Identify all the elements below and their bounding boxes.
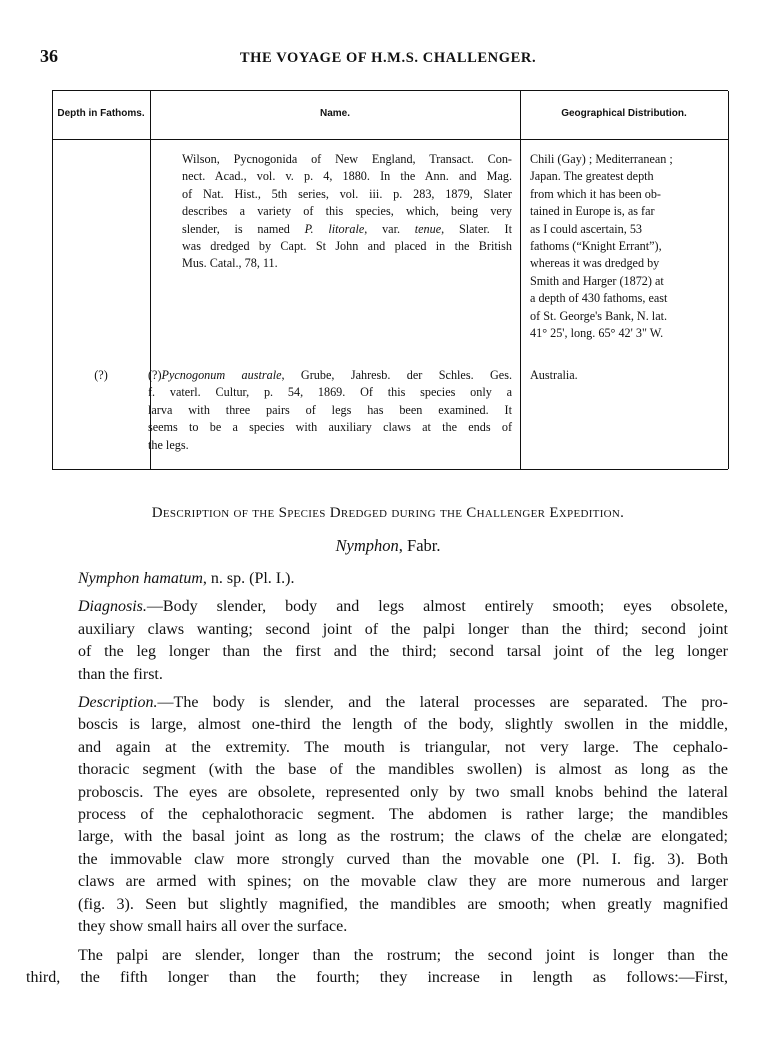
text-line: than the first. [78, 665, 163, 683]
diagnosis-label: Diagnosis. [78, 598, 147, 616]
cell-line: of Nat. Hist., 5th series, vol. iii. p. 283, 1879, Slater [182, 186, 512, 201]
section-heading: Description of the Species Dredged during the Challenger Expedition. [151, 505, 625, 521]
cell-line: the legs. [148, 437, 189, 452]
cell-line: a depth of 430 fathoms, east [530, 291, 668, 306]
row-2-name [148, 367, 512, 454]
table-left-rule [52, 91, 53, 469]
cell-line: Wilson, Pycnogonida of New England, Transact. Con- [182, 152, 512, 166]
species-body [26, 568, 728, 995]
text-line: claws are armed with spines; on the movable claw they are more numerous and larger [78, 873, 728, 891]
cell-line: tained in Europe is, as far [530, 204, 655, 219]
palpi-paragraph [26, 945, 728, 990]
page-number: 36 [40, 46, 58, 66]
text-line: —The body is slender, and the lateral processes are separated. The pro- [157, 694, 728, 712]
text-line: boscis is large, almost one-third the length of the body, slightly swollen in the middle, [78, 716, 728, 734]
description-paragraph [52, 692, 728, 938]
table-column-divider [520, 91, 521, 469]
table-header-rule [52, 139, 728, 140]
text-line: thoracic segment (with the base of the mandibles swollen) is almost as long as the [78, 761, 728, 779]
running-title: THE VOYAGE OF H.M.S. CHALLENGER. [239, 50, 537, 66]
species-name: Nymphon hamatum [78, 570, 203, 587]
text-line: third, the fifth longer than the fourth; they increase in length as follows:—First, [26, 968, 728, 986]
text-line: large, with the basal joint as long as the rostrum; the claws of the chelæ are elongated; [78, 828, 728, 846]
text-line: The palpi are slender, longer than the rostrum; the second joint is longer than the [78, 946, 728, 964]
text-line: process of the cephalothoracic segment. The abdomen is rather large; the mandibles [78, 806, 728, 824]
diagnosis-paragraph [52, 596, 728, 686]
text-line: —Body slender, body and legs almost entirely smooth; eyes obsolete, [146, 598, 728, 616]
cell-line: nect. Acad., vol. v. p. 4, 1880. In the Ann. and Mag. [182, 169, 512, 184]
cell-line: seems to be a species with auxiliary claws at the ends of [148, 420, 512, 435]
cell-line: slender, is named P. litorale, var. tenue, Slater. It [182, 221, 512, 236]
cell-line: larva with three pairs of legs has been examined. It [148, 402, 512, 417]
text-line: of the leg longer than the first and the third; second tarsal joint of the leg longer [78, 643, 728, 661]
cell-line: (?)Pycnogonum australe, Grube, Jahresb. der Schles. Ges. [148, 368, 513, 382]
row-1-name [182, 151, 512, 273]
cell-line: fathoms (“Knight Errant”), [530, 239, 662, 254]
species-suffix: , n. sp. (Pl. I.). [202, 570, 295, 587]
row-1-distribution [530, 151, 720, 342]
table-right-rule [728, 91, 729, 469]
cell-line: 41° 25', long. 65° 42' 3" W. [530, 326, 664, 341]
cell-line: as I could ascertain, 53 [530, 221, 643, 236]
column-header-name: Name. [319, 108, 350, 119]
cell-line: of St. George's Bank, N. lat. [530, 308, 668, 323]
genus-author: , Fabr. [398, 536, 441, 555]
cell-line: Mus. Catal., 78, 11. [182, 256, 278, 271]
species-title-line [52, 568, 728, 590]
genus-name: Nymphon [335, 536, 399, 555]
text-line: proboscis. The eyes are obsolete, represented only by two small knobs behind the lateral [78, 783, 728, 801]
row-2-depth: (?) [94, 368, 108, 382]
text-line: and again at the extremity. The mouth is triangular, not very large. The cephalo- [78, 738, 728, 756]
cell-line: Chili (Gay) ; Mediterranean ; [530, 152, 673, 166]
cell-line: Australia. [530, 368, 578, 382]
column-header-depth: Depth in Fathoms. [57, 108, 145, 119]
genus-heading [0, 536, 776, 556]
column-header-distribution: Geographical Distribution. [561, 108, 687, 119]
cell-line: Japan. The greatest depth [530, 169, 654, 184]
cell-line: Smith and Harger (1872) at [530, 273, 664, 288]
cell-line: describes a variety of this species, which, being very [182, 204, 512, 219]
description-label: Description. [78, 694, 158, 712]
text-line: the immovable claw more strongly curved than the movable one (Pl. I. fig. 3). Both [78, 850, 728, 868]
cell-line: f. vaterl. Cultur, p. 54, 1869. Of this species only a [148, 385, 512, 400]
text-line: they show small hairs all over the surface. [78, 918, 348, 936]
cell-line: was dredged by Capt. St John and placed in the British [182, 239, 512, 254]
text-line: (fig. 3). Seen but slightly magnified, the mandibles are smooth; when greatly magnified [78, 895, 728, 913]
cell-line: whereas it was dredged by [530, 256, 660, 271]
distribution-table [52, 90, 728, 470]
cell-line: from which it has been ob- [530, 186, 661, 201]
row-2-distribution [530, 367, 720, 384]
text-line: auxiliary claws wanting; second joint of the palpi longer than the third; second joint [78, 620, 728, 638]
